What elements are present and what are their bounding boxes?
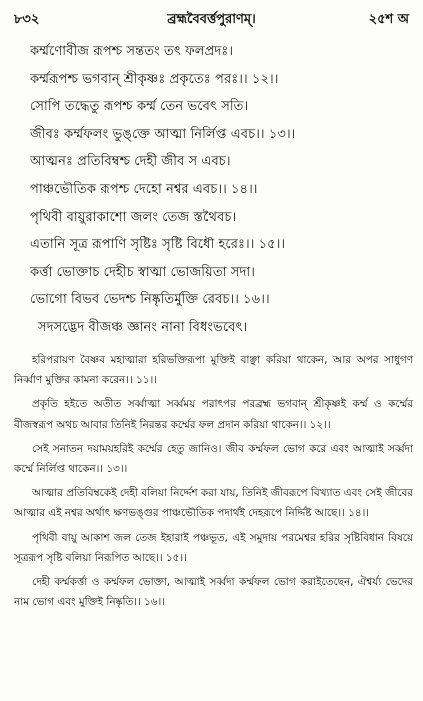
page-header xyxy=(14,8,409,30)
verse-line: এতানি সূত্র রূপাণি সৃষ্টিঃ সৃষ্টি বিধৌ হরেঃ।। ১৫।। xyxy=(30,237,286,253)
verse-line: আত্মনঃ প্রতিবিম্বশ্চ দেহী জীব স এবচ। xyxy=(30,154,231,170)
commentary-paragraph: প্রকৃতি হইতে অতীত সর্ব্বাত্মা সর্ব্বময় পরাৎপর পরব্রহ্ম ভগবান্ শ্রীকৃষ্ণই কর্ম্ম ও কর্ম্মের বীজস্বরূপ অথচ আবার তিনিই নিরন্তর কর্ম্মের ফল প্রদান করিয়া থাকেন।। ১২।। xyxy=(14,398,413,431)
commentary-paragraph: সেই সনাতন দয়াময়হরিই কর্ম্মের হেতু জানিও। জীব কর্ম্মফল ভোগ করে এবং আত্মাই সর্ব্বদা কর্ম্মে নির্লিপ্ত থাকেন।। ১৩।। xyxy=(14,442,413,476)
commentary-paragraph: দেহী কর্ম্মকর্ত্তা ও কর্ম্মফল ভোক্তা, আত্মাই সর্ব্বদা কর্ম্মফল ভোগ করাইতেছেন, ঐশ্বর্য্য ভেদের নাম ভোগ এবং মুক্তিই নিষ্কৃতি।। ১৬।। xyxy=(14,576,413,609)
verse-line: ভোগো বিভব ভেদশ্চ নিষ্কৃতির্মুক্তি রেবচ।। ১৬।। xyxy=(30,292,270,308)
verse-line: সোপি তদ্ধেতু রূপশ্চ কর্ম্ম তেন ভবেৎ সতি। xyxy=(30,99,249,115)
sanskrit-verses xyxy=(30,38,413,342)
commentary-paragraph: পৃথিবী বায়ু আকাশ জল তেজ ইহারাই পঞ্চভূত, এই সমুদায় পরমেশ্বর হরির সৃষ্টিবিধান বিষয়ে সূত্ররূপ সৃষ্টি বলিয়া নিরূপিত আছে।। ১৫।। xyxy=(14,531,413,564)
verse-line: কর্ম্মরূপশ্চ ভগবান্ শ্রীকৃষ্ণঃ প্রকৃতেঃ পরঃ।। ১২।। xyxy=(30,71,279,87)
verse-line: জীবঃ কর্ম্মফলং ভুঙ্‌ক্তে আত্মা নির্লিপ্ত এবচ।। ১৩।। xyxy=(30,126,296,142)
verse-line: কর্ম্মণোবীজ রূপশ্চ সন্ততং তৎ ফলপ্রদঃ। xyxy=(30,44,234,59)
verse-line: পৃথিবী বায়ুরাকাশো জলং তেজ স্তথৈবচ। xyxy=(30,209,237,225)
commentary-paragraph: হরিপরায়ণ বৈষ্ণব মহাত্মারা হরিভক্তিরূপা মুক্তিই বাঞ্ছা করিয়া থাকেন, আর অপর সাধুগণ নির্ব্বাণ মুক্তির কামনা করেন।। ১১।। xyxy=(14,354,413,387)
verse-line: সদসদ্ভেদ বীজঞ্চ জ্ঞানং নানা বিধংভবেৎ। xyxy=(38,319,248,335)
chapter-label: ২৫শ অ xyxy=(368,12,409,27)
verse-line: কর্ত্তা ভোক্তাচ দেহীচ স্বাত্মা ভোজয়িতা সদা। xyxy=(30,264,255,280)
commentary-paragraph: আত্মার প্রতিবিম্বকেই দেহী বলিয়া নির্দ্দেশ করা যায়, তিনিই জীবরূপে বিখ্যাত এবং সেই জীবের আত্মার এই নশ্বর অর্থাৎ ক্ষণভঙ্গুর পাঞ্চভৌতিক পদার্থই দেহরূপে নির্দ্দিষ্ট আছে।। ১৪।। xyxy=(14,487,413,520)
book-title: ব্রহ্মবৈবর্ত্তপুরাণম্। xyxy=(167,12,256,27)
verse-line: পাঞ্চভৌতিক রূপশ্চ দেহো নশ্বর এবচ।। ১৪।। xyxy=(30,181,258,197)
page-number: ৮৩২ xyxy=(14,12,40,27)
bengali-commentary xyxy=(14,350,413,616)
